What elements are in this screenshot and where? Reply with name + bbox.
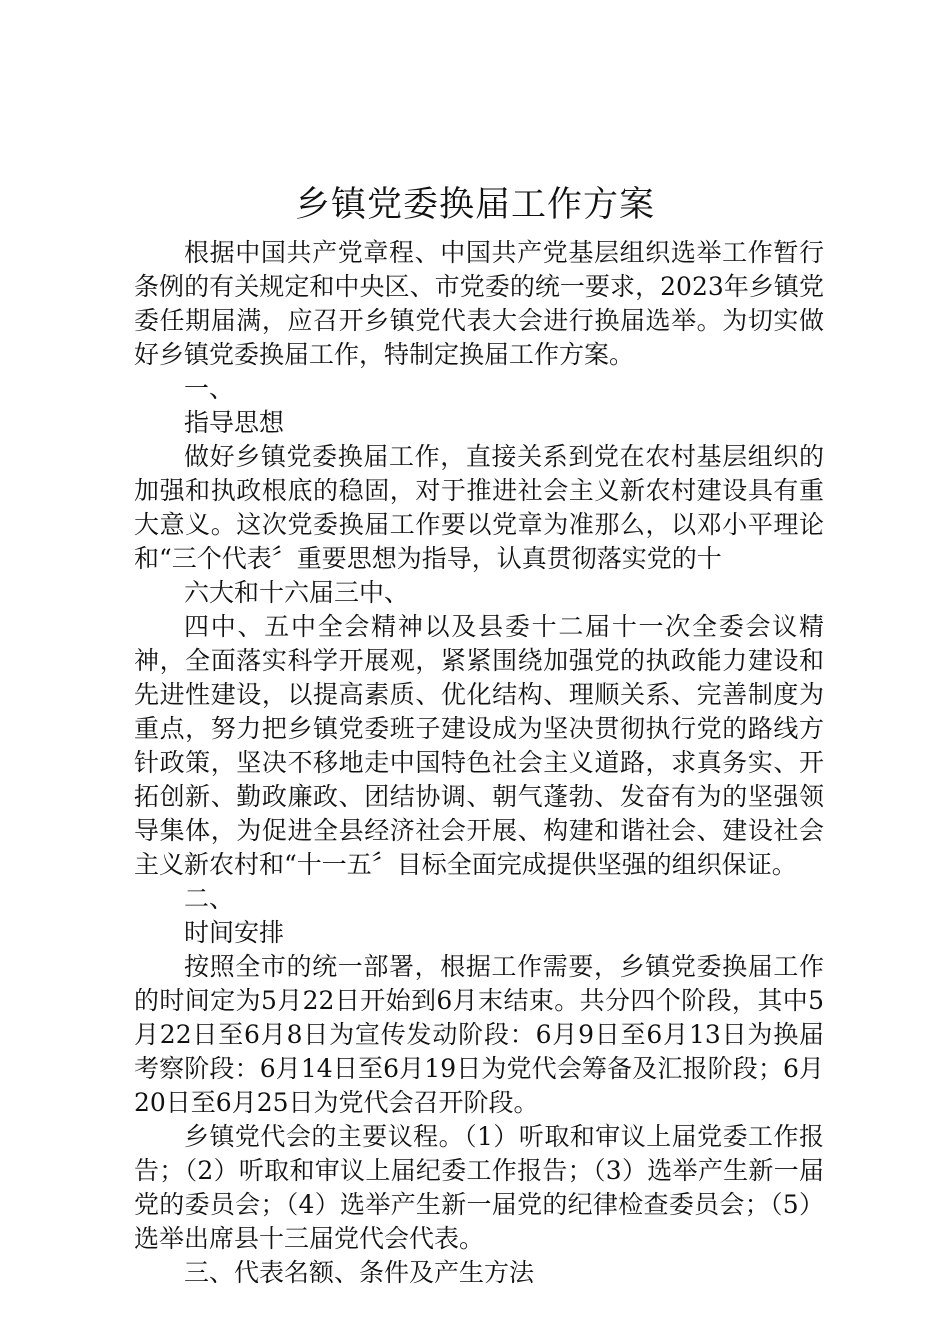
paragraph-schedule: 按照全市的统一部署，根据工作需要，乡镇党委换届工作的时间定为5月22日开始到6月末结束。共分四个阶段，其中5月22日至6月8日为宣传发动阶段：6月9日至6月13日为换届考察阶段：6月14日至6月19日为党代会筹备及汇报阶段；6月20日至6月25日为党代会召开阶段。 (134, 952, 824, 1117)
paragraph-guiding-ideology: 做好乡镇党委换届工作，直接关系到党在农村基层组织的加强和执政根底的稳固，对于推进社会主义新农村建设具有重大意义。这次党委换届工作要以党章为准那么，以邓小平理论和“三个代表〞重要思想为指导，认真贯彻落实党的十 (134, 442, 824, 573)
paragraph-intro: 根据中国共产党章程、中国共产党基层组织选举工作暂行条例的有关规定和中央区、市党委的统一要求，2023年乡镇党委任期届满，应召开乡镇党代表大会进行换届选举。为切实做好乡镇党委换届工作，特制定换届工作方案。 (134, 238, 824, 369)
document-title: 乡镇党委换届工作方案 (294, 185, 655, 225)
section-heading-delegates: 三、代表名额、条件及产生方法 (184, 1258, 535, 1287)
section-number-1: 一、 (184, 374, 235, 403)
paragraph-sixteenth-congress: 六大和十六届三中、 (184, 578, 410, 607)
section-heading-guiding-ideology: 指导思想 (184, 408, 285, 437)
section-heading-schedule: 时间安排 (184, 918, 285, 947)
section-number-2: 二、 (184, 884, 235, 913)
document-body (134, 236, 824, 1290)
paragraph-plenary-spirit: 四中、五中全会精神以及县委十二届十一次全委会议精神，全面落实科学开展观，紧紧围绕加强党的执政能力建设和先进性建设，以提高素质、优化结构、理顺关系、完善制度为重点，努力把乡镇党委班子建设成为坚决贯彻执行党的路线方针政策，坚决不移地走中国特色社会主义道路，求真务实、开拓创新、勤政廉政、团结协调、朝气蓬勃、发奋有为的坚强领导集体，为促进全县经济社会开展、构建和谐社会、建设社会主义新农村和“十一五〞目标全面完成提供坚强的组织保证。 (134, 612, 824, 879)
paragraph-agenda: 乡镇党代会的主要议程。（1）听取和审议上届党委工作报告；（2）听取和审议上届纪委工作报告；（3）选举产生新一届党的委员会；（4）选举产生新一届党的纪律检查委员会；（5）选举出席县十三届党代会代表。 (134, 1122, 824, 1253)
